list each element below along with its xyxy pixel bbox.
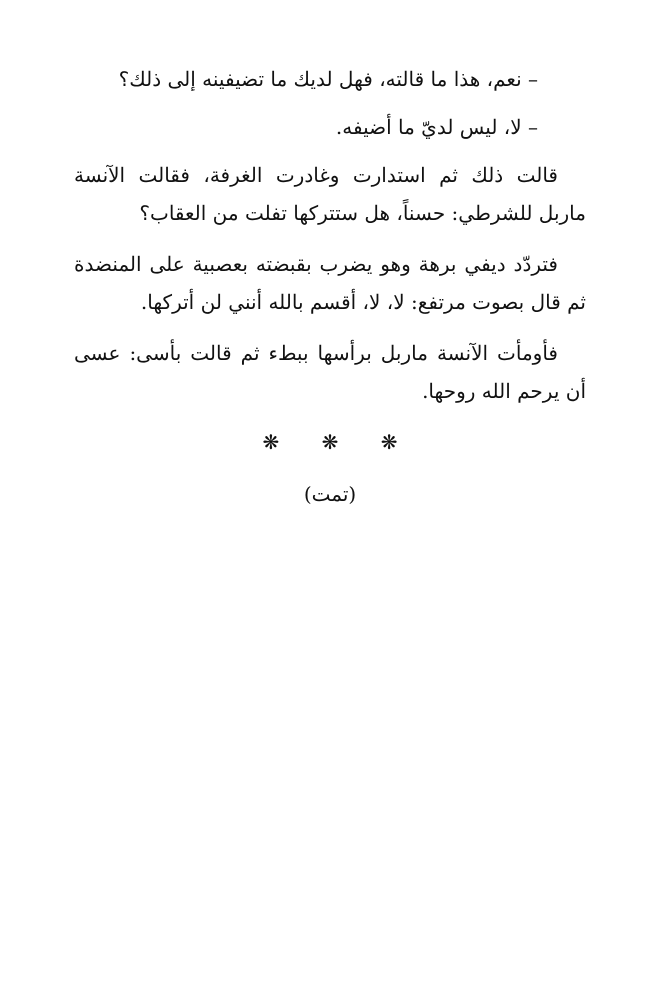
ending-label: (تمت)	[303, 482, 357, 506]
paragraph: فأومأت الآنسة ماربل برأسها ببطء ثم قالت بأسى: عسى أن يرحم الله روحها.	[74, 341, 586, 403]
section-separator: ❋ ❋ ❋	[262, 430, 416, 454]
paragraph: فتردّد ديفي برهة وهو يضرب بقبضته بعصبية على المنضدة ثم قال بصوت مرتفع: لا، لا، أقسم بالله أنني لن أتركها.	[74, 252, 586, 314]
paragraph: قالت ذلك ثم استدارت وغادرت الغرفة، فقالت الآنسة ماربل للشرطي: حسناً، هل ستتركها تفلت من العقاب؟	[74, 163, 586, 225]
dialogue-line: – نعم، هذا ما قالته، فهل لديك ما تضيفينه إلى ذلك؟	[118, 67, 538, 91]
dialogue-line: – لا، ليس لديّ ما أضيفه.	[335, 115, 538, 139]
document-page	[74, 60, 586, 513]
